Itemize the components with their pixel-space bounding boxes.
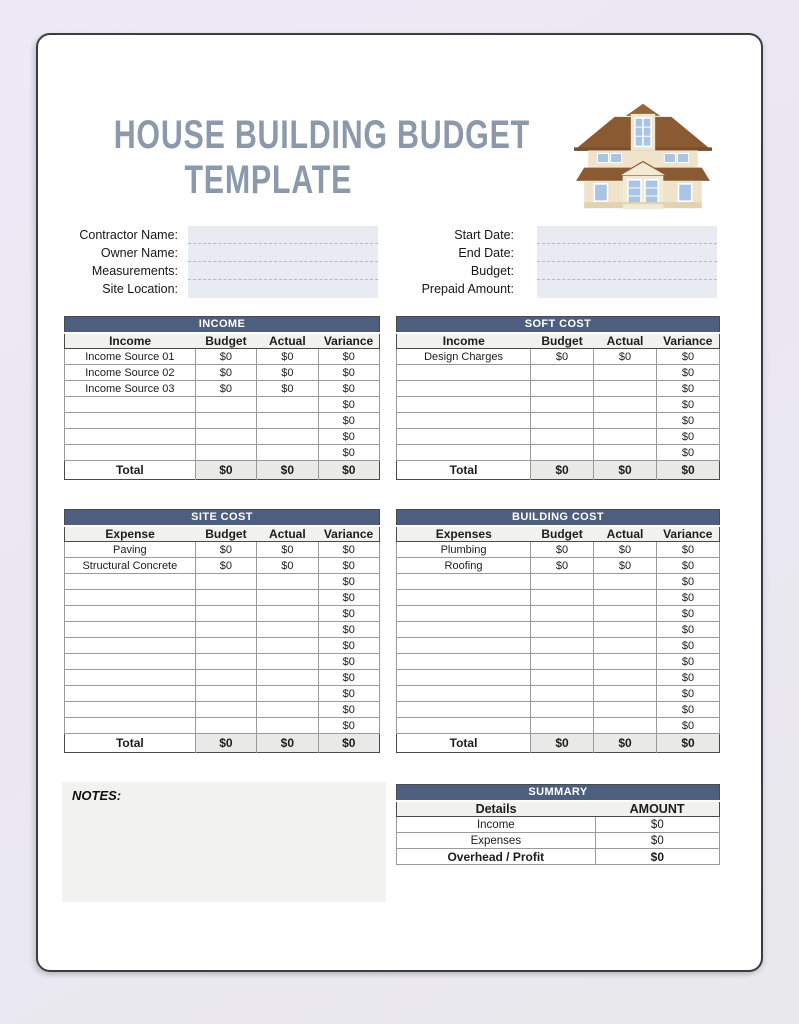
cell-actual[interactable] [257, 397, 318, 413]
cell-actual[interactable] [257, 429, 318, 445]
document-page [36, 33, 763, 972]
cell-name[interactable]: Roofing [397, 558, 531, 574]
cell-variance[interactable]: $0 [657, 702, 720, 718]
cell-actual[interactable] [594, 397, 657, 413]
cell-name[interactable] [65, 638, 196, 654]
table-row [397, 429, 720, 445]
table-row [65, 558, 380, 574]
cell-actual[interactable] [594, 686, 657, 702]
cell-actual[interactable] [257, 445, 318, 461]
table-row [65, 397, 380, 413]
cell-actual[interactable] [257, 622, 318, 638]
cell-name[interactable] [65, 574, 196, 590]
table-row [397, 558, 720, 574]
cell-budget[interactable] [195, 654, 256, 670]
cell-name[interactable] [65, 606, 196, 622]
table-row [65, 429, 380, 445]
cell-name[interactable] [65, 670, 196, 686]
cell-name[interactable] [397, 686, 531, 702]
cell-budget[interactable] [195, 718, 256, 734]
total-actual: $0 [257, 734, 318, 753]
contractor-name-field[interactable] [188, 226, 378, 244]
total-label: Total [397, 734, 531, 753]
table-row [397, 817, 720, 833]
cell-actual[interactable] [594, 574, 657, 590]
cell-actual[interactable] [257, 638, 318, 654]
column-header: Actual [257, 526, 318, 542]
total-variance: $0 [657, 461, 720, 480]
cell-budget[interactable]: $0 [531, 542, 594, 558]
table-row [397, 670, 720, 686]
cell-budget[interactable] [531, 686, 594, 702]
cell-budget[interactable]: $0 [195, 349, 256, 365]
cell-name[interactable] [397, 702, 531, 718]
table-row [397, 381, 720, 397]
cell-variance[interactable]: $0 [318, 397, 379, 413]
cell-name[interactable] [397, 574, 531, 590]
cell-name[interactable]: Income Source 01 [65, 349, 196, 365]
cell-variance[interactable]: $0 [657, 606, 720, 622]
cell-budget[interactable] [195, 445, 256, 461]
building-cost-table-title: BUILDING COST [397, 510, 720, 526]
cell-variance[interactable]: $0 [657, 622, 720, 638]
table-row [65, 365, 380, 381]
table-row [65, 542, 380, 558]
cell-variance[interactable]: $0 [318, 638, 379, 654]
cell-budget[interactable] [531, 574, 594, 590]
cell-actual[interactable] [594, 638, 657, 654]
cell-budget[interactable] [531, 397, 594, 413]
cell-actual[interactable]: $0 [257, 558, 318, 574]
table-row [397, 686, 720, 702]
cell-actual[interactable] [594, 654, 657, 670]
cell-actual[interactable]: $0 [257, 365, 318, 381]
table-row [65, 349, 380, 365]
cell-variance[interactable]: $0 [318, 542, 379, 558]
column-header: Details [397, 801, 596, 817]
table-row [397, 718, 720, 734]
table-row [65, 606, 380, 622]
table-row [65, 654, 380, 670]
cell-name[interactable] [65, 702, 196, 718]
column-header: Variance [318, 526, 379, 542]
measurements-field[interactable] [188, 262, 378, 280]
column-header: Actual [257, 333, 318, 349]
cell-budget[interactable] [195, 638, 256, 654]
cell-actual[interactable] [594, 622, 657, 638]
cell-name[interactable] [65, 397, 196, 413]
total-budget: $0 [531, 734, 594, 753]
table-row [65, 670, 380, 686]
site-location-field[interactable] [188, 280, 378, 298]
cell-variance[interactable]: $0 [657, 574, 720, 590]
cell-name[interactable] [397, 622, 531, 638]
cell-name[interactable] [397, 590, 531, 606]
total-budget: $0 [195, 461, 256, 480]
cell-budget[interactable] [531, 381, 594, 397]
cell-variance[interactable]: $0 [657, 445, 720, 461]
page-title [48, 113, 530, 203]
total-budget: $0 [531, 461, 594, 480]
cell-budget[interactable]: $0 [195, 558, 256, 574]
column-header: Variance [318, 333, 379, 349]
cell-label: Overhead / Profit [397, 849, 596, 865]
summary-table-title: SUMMARY [397, 785, 720, 801]
total-label: Total [65, 734, 196, 753]
cell-name[interactable] [65, 413, 196, 429]
cell-actual[interactable] [257, 686, 318, 702]
total-label: Total [397, 461, 531, 480]
column-header: Budget [195, 526, 256, 542]
table-row [397, 365, 720, 381]
table-row [65, 574, 380, 590]
cell-budget[interactable] [195, 702, 256, 718]
table-row [397, 654, 720, 670]
cell-actual[interactable] [257, 590, 318, 606]
cell-variance[interactable]: $0 [657, 670, 720, 686]
cell-name[interactable] [65, 686, 196, 702]
cell-budget[interactable] [195, 429, 256, 445]
cell-variance[interactable]: $0 [318, 702, 379, 718]
house-icon [572, 103, 714, 211]
cell-budget[interactable]: $0 [195, 381, 256, 397]
table-row [397, 397, 720, 413]
cell-variance[interactable]: $0 [318, 365, 379, 381]
column-header: Income [397, 333, 531, 349]
column-header: Variance [657, 333, 720, 349]
cell-variance[interactable]: $0 [318, 574, 379, 590]
cell-budget[interactable]: $0 [195, 365, 256, 381]
budget-label: Budget: [470, 264, 514, 278]
measurements-label: Measurements: [91, 264, 178, 278]
column-header: Actual [594, 333, 657, 349]
info-fields-left [188, 226, 378, 298]
cell-variance[interactable]: $0 [318, 654, 379, 670]
notes-label: NOTES: [72, 788, 122, 803]
cell-actual[interactable]: $0 [594, 558, 657, 574]
cell-actual[interactable]: $0 [594, 542, 657, 558]
table-row [65, 686, 380, 702]
cell-actual[interactable]: $0 [257, 542, 318, 558]
column-header: AMOUNT [595, 801, 719, 817]
cell-amount: $0 [595, 833, 719, 849]
column-header: Expense [65, 526, 196, 542]
cell-variance[interactable]: $0 [318, 429, 379, 445]
cell-variance[interactable]: $0 [657, 397, 720, 413]
cell-actual[interactable] [257, 413, 318, 429]
income-table [64, 316, 380, 480]
cell-budget[interactable] [531, 702, 594, 718]
table-row [397, 638, 720, 654]
total-row [65, 461, 380, 480]
cell-budget[interactable]: $0 [531, 349, 594, 365]
cell-actual[interactable]: $0 [594, 349, 657, 365]
owner-name-label: Owner Name: [100, 246, 178, 260]
prepaid-amount-label: Prepaid Amount: [421, 282, 514, 296]
table-row [397, 606, 720, 622]
cell-actual[interactable] [594, 429, 657, 445]
table-row [397, 349, 720, 365]
cell-budget[interactable] [531, 590, 594, 606]
total-actual: $0 [594, 734, 657, 753]
cell-name[interactable] [397, 606, 531, 622]
prepaid-amount-field[interactable] [537, 280, 717, 298]
page-title-line1: HOUSE BUILDING BUDGET [113, 113, 530, 157]
table-row [65, 702, 380, 718]
column-header: Variance [657, 526, 720, 542]
site-cost-table-title: SITE COST [65, 510, 380, 526]
cell-actual[interactable] [257, 606, 318, 622]
cell-budget[interactable] [195, 606, 256, 622]
cell-name[interactable] [397, 413, 531, 429]
cell-variance[interactable]: $0 [318, 349, 379, 365]
cell-name[interactable] [397, 670, 531, 686]
summary-table [396, 784, 720, 865]
page-title-line2: TEMPLATE [184, 158, 352, 202]
cell-name[interactable]: Paving [65, 542, 196, 558]
cell-name[interactable] [397, 397, 531, 413]
site-cost-table [64, 509, 380, 753]
cell-budget[interactable] [531, 718, 594, 734]
cell-name[interactable] [65, 429, 196, 445]
column-header: Actual [594, 526, 657, 542]
cell-variance[interactable]: $0 [657, 686, 720, 702]
cell-variance[interactable]: $0 [318, 606, 379, 622]
cell-name[interactable] [65, 654, 196, 670]
cell-variance[interactable]: $0 [657, 381, 720, 397]
cell-name[interactable] [397, 381, 531, 397]
cell-name[interactable]: Income Source 03 [65, 381, 196, 397]
soft-cost-table [396, 316, 720, 480]
cell-name[interactable] [397, 638, 531, 654]
cell-actual[interactable] [594, 365, 657, 381]
total-row [397, 461, 720, 480]
cell-actual[interactable] [594, 606, 657, 622]
cell-budget[interactable] [531, 670, 594, 686]
cell-budget[interactable] [531, 413, 594, 429]
cell-budget[interactable] [531, 429, 594, 445]
total-variance: $0 [657, 734, 720, 753]
income-table-title: INCOME [65, 317, 380, 333]
cell-variance[interactable]: $0 [657, 413, 720, 429]
total-variance: $0 [318, 461, 379, 480]
total-actual: $0 [257, 461, 318, 480]
table-row [397, 413, 720, 429]
cell-variance[interactable]: $0 [657, 638, 720, 654]
cell-variance[interactable]: $0 [657, 654, 720, 670]
contractor-name-label: Contractor Name: [79, 228, 178, 242]
info-labels-right [392, 226, 514, 298]
cell-variance[interactable]: $0 [318, 590, 379, 606]
cell-budget[interactable] [195, 670, 256, 686]
table-row [65, 622, 380, 638]
cell-budget[interactable] [531, 445, 594, 461]
site-location-label: Site Location: [102, 282, 178, 296]
cell-variance[interactable]: $0 [657, 349, 720, 365]
cell-variance[interactable]: $0 [318, 670, 379, 686]
cell-name[interactable] [65, 622, 196, 638]
table-row [397, 445, 720, 461]
cell-variance[interactable]: $0 [657, 429, 720, 445]
cell-budget[interactable] [531, 365, 594, 381]
cell-budget[interactable]: $0 [195, 542, 256, 558]
cell-name[interactable] [65, 445, 196, 461]
table-row [65, 718, 380, 734]
column-header: Budget [531, 526, 594, 542]
cell-actual[interactable] [594, 590, 657, 606]
table-row [397, 833, 720, 849]
info-fields-right [537, 226, 717, 298]
budget-field[interactable] [537, 262, 717, 280]
cell-actual[interactable]: $0 [257, 349, 318, 365]
cell-label: Income [397, 817, 596, 833]
total-row [65, 734, 380, 753]
start-date-label: Start Date: [454, 228, 514, 242]
cell-name[interactable] [397, 718, 531, 734]
table-row [65, 590, 380, 606]
cell-budget[interactable]: $0 [531, 558, 594, 574]
cell-actual[interactable] [257, 702, 318, 718]
cell-variance[interactable]: $0 [657, 558, 720, 574]
cell-variance[interactable]: $0 [657, 365, 720, 381]
cell-variance[interactable]: $0 [318, 381, 379, 397]
cell-budget[interactable] [195, 397, 256, 413]
soft-cost-table-title: SOFT COST [397, 317, 720, 333]
end-date-label: End Date: [458, 246, 514, 260]
total-budget: $0 [195, 734, 256, 753]
cell-actual[interactable] [594, 718, 657, 734]
start-date-field[interactable] [537, 226, 717, 244]
cell-budget[interactable] [531, 638, 594, 654]
column-header: Expenses [397, 526, 531, 542]
cell-actual[interactable] [594, 413, 657, 429]
table-row [65, 381, 380, 397]
cell-actual[interactable] [257, 574, 318, 590]
cell-budget[interactable] [195, 413, 256, 429]
building-cost-table [396, 509, 720, 753]
cell-variance[interactable]: $0 [318, 413, 379, 429]
cell-amount: $0 [595, 849, 719, 865]
table-row [397, 702, 720, 718]
cell-variance[interactable]: $0 [318, 718, 379, 734]
cell-budget[interactable] [195, 686, 256, 702]
cell-actual[interactable] [594, 445, 657, 461]
cell-actual[interactable] [257, 670, 318, 686]
cell-name[interactable] [397, 654, 531, 670]
cell-budget[interactable] [531, 654, 594, 670]
cell-name[interactable]: Income Source 02 [65, 365, 196, 381]
cell-actual[interactable] [594, 381, 657, 397]
table-row [65, 445, 380, 461]
cell-budget[interactable] [195, 590, 256, 606]
column-header: Income [65, 333, 196, 349]
cell-variance[interactable]: $0 [318, 686, 379, 702]
info-labels-left [56, 226, 178, 298]
total-variance: $0 [318, 734, 379, 753]
cell-variance[interactable]: $0 [657, 542, 720, 558]
table-row [397, 542, 720, 558]
column-header: Budget [531, 333, 594, 349]
cell-actual[interactable] [257, 718, 318, 734]
cell-variance[interactable]: $0 [657, 590, 720, 606]
total-label: Total [65, 461, 196, 480]
cell-variance[interactable]: $0 [657, 718, 720, 734]
cell-budget[interactable] [195, 622, 256, 638]
notes-area[interactable] [62, 782, 386, 902]
cell-name[interactable] [397, 429, 531, 445]
cell-actual[interactable] [594, 670, 657, 686]
table-row [65, 413, 380, 429]
cell-actual[interactable] [594, 702, 657, 718]
cell-name[interactable] [65, 590, 196, 606]
total-actual: $0 [594, 461, 657, 480]
cell-amount: $0 [595, 817, 719, 833]
owner-name-field[interactable] [188, 244, 378, 262]
cell-name[interactable]: Structural Concrete [65, 558, 196, 574]
cell-actual[interactable] [257, 654, 318, 670]
table-row [65, 638, 380, 654]
cell-name[interactable] [397, 445, 531, 461]
column-header: Budget [195, 333, 256, 349]
cell-name[interactable]: Plumbing [397, 542, 531, 558]
table-row [397, 622, 720, 638]
table-row [397, 590, 720, 606]
cell-budget[interactable] [195, 574, 256, 590]
cell-actual[interactable]: $0 [257, 381, 318, 397]
total-row [397, 734, 720, 753]
cell-name[interactable] [397, 365, 531, 381]
cell-budget[interactable] [531, 606, 594, 622]
cell-budget[interactable] [531, 622, 594, 638]
cell-name[interactable]: Design Charges [397, 349, 531, 365]
cell-variance[interactable]: $0 [318, 622, 379, 638]
cell-label: Expenses [397, 833, 596, 849]
end-date-field[interactable] [537, 244, 717, 262]
table-row [397, 849, 720, 865]
cell-variance[interactable]: $0 [318, 558, 379, 574]
cell-name[interactable] [65, 718, 196, 734]
cell-variance[interactable]: $0 [318, 445, 379, 461]
table-row [397, 574, 720, 590]
